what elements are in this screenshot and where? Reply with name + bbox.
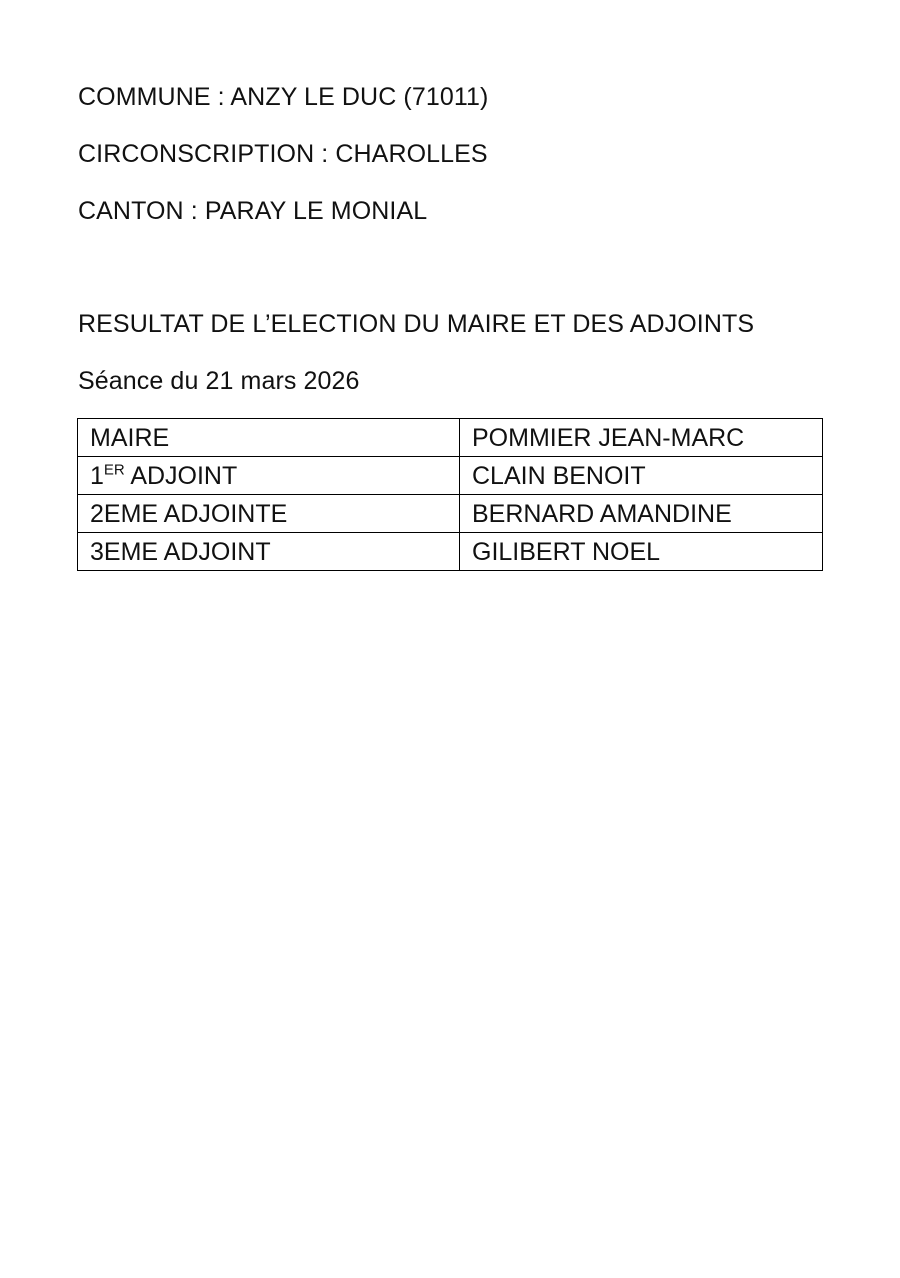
- role-text: ADJOINT: [124, 461, 238, 490]
- name-cell: POMMIER JEAN-MARC: [460, 419, 823, 457]
- canton-line: CANTON : PARAY LE MONIAL: [78, 197, 428, 225]
- table-row: [78, 419, 823, 457]
- name-cell: BERNARD AMANDINE: [460, 495, 823, 533]
- role-cell: MAIRE: [78, 419, 460, 457]
- table-row: [78, 495, 823, 533]
- role-cell: 2EME ADJOINTE: [78, 495, 460, 533]
- circonscription-line: CIRCONSCRIPTION : CHAROLLES: [78, 140, 488, 168]
- role-number: 1: [90, 461, 104, 490]
- name-cell: CLAIN BENOIT: [460, 457, 823, 495]
- results-table: [77, 418, 823, 571]
- commune-line: COMMUNE : ANZY LE DUC (71011): [78, 83, 489, 111]
- table-row: [78, 533, 823, 571]
- table-row: [78, 457, 823, 495]
- role-cell: 3EME ADJOINT: [78, 533, 460, 571]
- name-cell: GILIBERT NOEL: [460, 533, 823, 571]
- session-date: Séance du 21 mars 2026: [78, 367, 360, 395]
- role-cell: [78, 457, 460, 495]
- role-superscript: ER: [103, 461, 125, 479]
- result-title: RESULTAT DE L’ELECTION DU MAIRE ET DES ADJOINTS: [78, 310, 755, 338]
